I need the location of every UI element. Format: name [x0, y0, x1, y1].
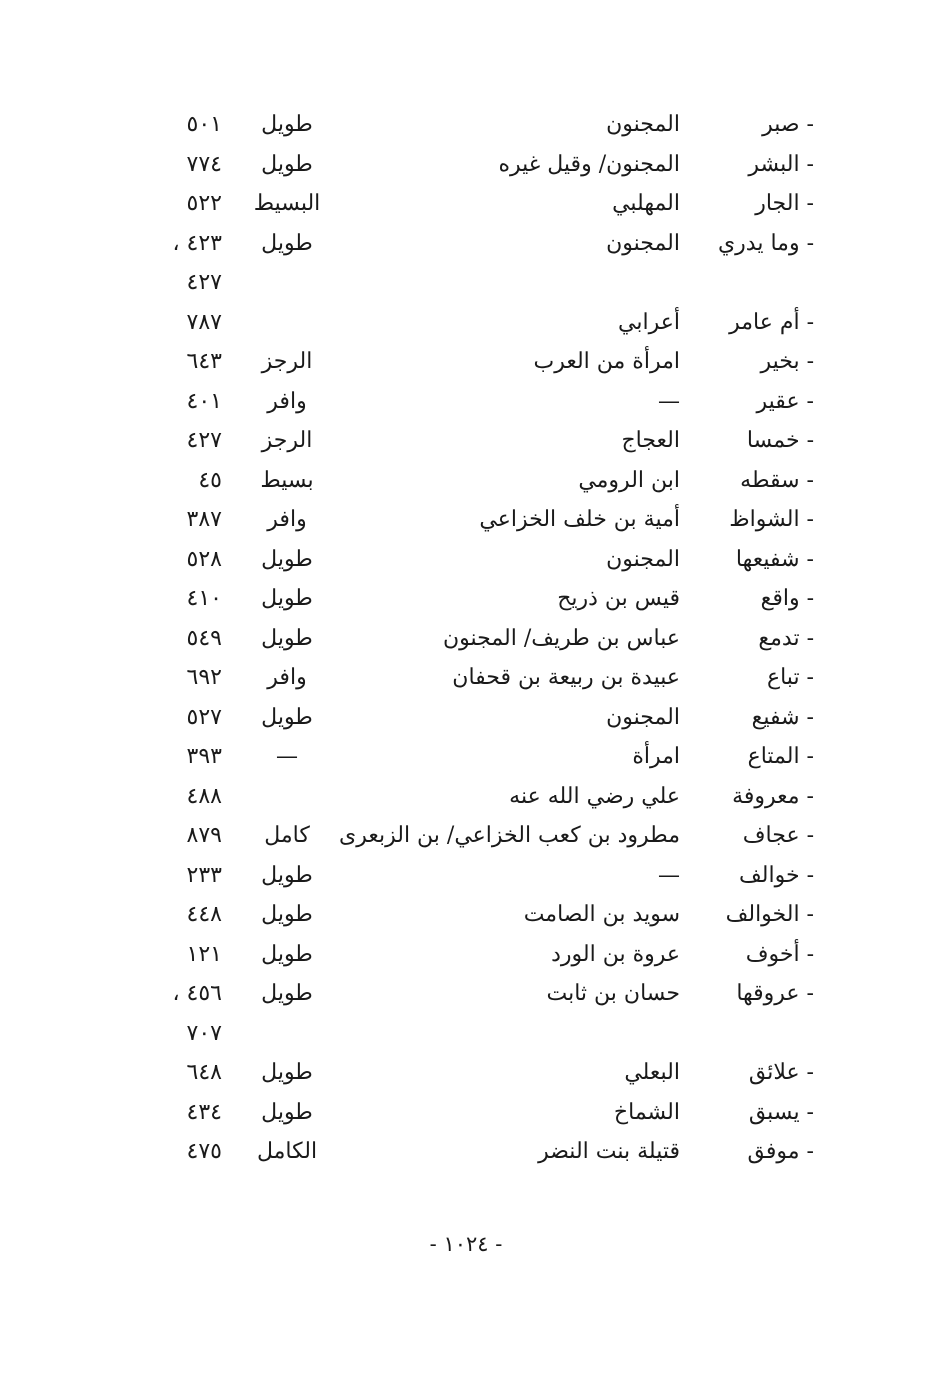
rhyme-word: - وما يدري [717, 230, 814, 256]
rhyme-word: - خوالف [739, 862, 814, 888]
index-row [0, 1053, 932, 1093]
page-reference: ٦٩٢ [186, 665, 222, 690]
poetic-meter [232, 1014, 342, 1054]
poetic-meter [232, 777, 342, 817]
index-row [0, 1014, 932, 1054]
rhyme-word: - موفق [747, 1139, 814, 1164]
rhyme-word: - سقطه [740, 467, 814, 493]
poet-name: امرأة من العرب [533, 349, 680, 374]
index-row [0, 816, 932, 856]
rhyme-word: - عجاف [742, 823, 814, 848]
poet-name: المجنون [606, 112, 680, 137]
poetic-meter: طويل [261, 704, 313, 730]
poet-name: المجنون [606, 230, 680, 256]
rhyme-word: - واقع [760, 586, 814, 611]
page-reference: ٤٢٧ [186, 428, 222, 453]
poet-name: المهلبي [612, 191, 680, 216]
index-row [0, 184, 932, 224]
poetic-meter: البسيط [253, 191, 321, 216]
page-reference: ٤٧٥ [186, 1139, 222, 1164]
poet-name: مطرود بن كعب الخزاعي/ بن الزبعرى [339, 823, 680, 848]
index-row [0, 145, 932, 185]
page-reference: ٤٥٦ ، [172, 981, 222, 1006]
poetic-meter [232, 263, 342, 303]
poet-name: المجنون/ وقيل غيره [498, 151, 680, 177]
poetic-meter: الرجز [261, 349, 313, 374]
poetic-meter: الرجز [261, 428, 313, 453]
index-row [0, 382, 932, 422]
page-reference: ٣٨٧ [186, 507, 222, 532]
index-row [0, 777, 932, 817]
page-reference: ٣٩٣ [186, 744, 222, 769]
rhyme-word: - المتاع [747, 744, 814, 769]
index-row [0, 895, 932, 935]
page-reference: ١٢١ [186, 941, 222, 967]
index-row [0, 500, 932, 540]
rhyme-word: - أخوف [745, 941, 814, 967]
rhyme-word: - بخير [760, 349, 814, 374]
index-row [0, 461, 932, 501]
page-reference: ٥٢٧ [186, 704, 222, 730]
verse-index-table [0, 105, 932, 1172]
index-row [0, 263, 932, 303]
rhyme-word: - الجار [755, 191, 814, 216]
poetic-meter: كامل [264, 823, 310, 848]
page-reference: ٥٤٩ [186, 625, 222, 651]
index-row [0, 935, 932, 975]
poetic-meter: طويل [261, 625, 313, 651]
index-row [0, 303, 932, 343]
page-reference: ٤١٠ [186, 586, 222, 611]
page-reference: ٥٠١ [186, 112, 222, 137]
poet-name [290, 1014, 680, 1054]
rhyme-word [694, 1014, 814, 1054]
page-reference: ٥٢٢ [186, 191, 222, 216]
index-row [0, 698, 932, 738]
poet-name: البعلي [624, 1060, 680, 1085]
poetic-meter: وافر [267, 388, 307, 414]
poetic-meter: الكامل [256, 1139, 318, 1164]
index-row [0, 658, 932, 698]
poetic-meter: طويل [261, 1060, 313, 1085]
rhyme-word: - عقير [756, 388, 814, 414]
page-number: - ١٠٢٤ - [429, 1232, 503, 1256]
index-row [0, 737, 932, 777]
rhyme-word: - الشواظ [729, 507, 814, 532]
poetic-meter: وافر [267, 665, 307, 690]
page-reference: ٧٨٧ [186, 309, 222, 335]
rhyme-word: - معروفة [732, 783, 814, 809]
page-reference: ٤٤٨ [186, 902, 222, 927]
page-reference: ٤٥ [198, 467, 222, 493]
poetic-meter: طويل [261, 230, 313, 256]
poetic-meter: طويل [261, 1099, 313, 1125]
poet-name: العجاج [621, 428, 680, 453]
page-reference: ٨٧٩ [186, 823, 222, 848]
poetic-meter: طويل [261, 981, 313, 1006]
poetic-meter: طويل [261, 862, 313, 888]
poet-name: أمية بن خلف الخزاعي [479, 507, 680, 532]
poetic-meter: طويل [261, 546, 313, 572]
poet-name: قيس بن ذريح [557, 586, 680, 611]
index-row [0, 105, 932, 145]
poetic-meter: طويل [261, 586, 313, 611]
poet-name: — [658, 388, 680, 414]
index-row [0, 342, 932, 382]
poetic-meter: — [276, 744, 298, 769]
poetic-meter: طويل [261, 902, 313, 927]
rhyme-word: - شفيعها [735, 546, 814, 572]
page-reference: ٧٧٤ [186, 151, 222, 177]
page-reference: ٦٤٨ [186, 1060, 222, 1085]
poetic-meter: طويل [261, 151, 313, 177]
index-row [0, 856, 932, 896]
rhyme-word: - البشر [748, 151, 814, 177]
rhyme-word: - أم عامر [729, 309, 814, 335]
page-reference: ٥٢٨ [186, 546, 222, 572]
poetic-meter: بسيط [260, 467, 314, 493]
poet-name: أعرابي [618, 309, 680, 335]
page-reference: ٧٠٧ [186, 1020, 222, 1046]
poet-name: الشماخ [613, 1099, 680, 1125]
poetic-meter: طويل [261, 112, 313, 137]
page-reference: ٤٠١ [186, 388, 222, 414]
index-row [0, 421, 932, 461]
rhyme-word: - الخوالف [725, 902, 814, 927]
poet-name: علي رضي الله عنه [509, 783, 680, 809]
index-row [0, 579, 932, 619]
poet-name: قتيلة بنت النضر [538, 1139, 680, 1164]
rhyme-word [694, 263, 814, 303]
poet-name: حسان بن ثابت [546, 981, 680, 1006]
index-row [0, 619, 932, 659]
page-reference: ٢٣٣ [186, 862, 222, 888]
rhyme-word: - تدمع [758, 625, 814, 651]
page-reference: ٦٤٣ [186, 349, 222, 374]
poet-name: عباس بن طريف/ المجنون [442, 625, 680, 651]
rhyme-word: - عروقها [736, 981, 814, 1006]
rhyme-word: - خمسا [746, 428, 814, 453]
poet-name: المجنون [606, 546, 680, 572]
poetic-meter: طويل [261, 941, 313, 967]
poet-name: المجنون [606, 704, 680, 730]
rhyme-word: - شفيع [751, 704, 814, 730]
index-row [0, 974, 932, 1014]
rhyme-word: - علائق [748, 1060, 814, 1085]
rhyme-word: - تباع [766, 665, 814, 690]
page-reference: ٤٢٧ [186, 270, 222, 295]
poet-name: سويد بن الصامت [523, 902, 680, 927]
poet-name: — [658, 862, 680, 888]
index-row [0, 540, 932, 580]
index-row [0, 1132, 932, 1172]
poet-name: عروة بن الورد [551, 941, 680, 967]
page-reference: ٤٣٤ [186, 1099, 222, 1125]
poet-name: امرأة [632, 744, 680, 769]
rhyme-word: - يسبق [748, 1099, 814, 1125]
page-reference: ٤٨٨ [186, 783, 222, 809]
index-row [0, 1093, 932, 1133]
page-reference: ٤٢٣ ، [172, 230, 222, 256]
rhyme-word: - صبر [762, 112, 814, 137]
poet-name: ابن الرومي [578, 467, 680, 493]
poet-name [290, 263, 680, 303]
index-row [0, 224, 932, 264]
poetic-meter [232, 303, 342, 343]
poetic-meter: وافر [267, 507, 307, 532]
poet-name: عبيدة بن ربيعة بن قحفان [452, 665, 680, 690]
